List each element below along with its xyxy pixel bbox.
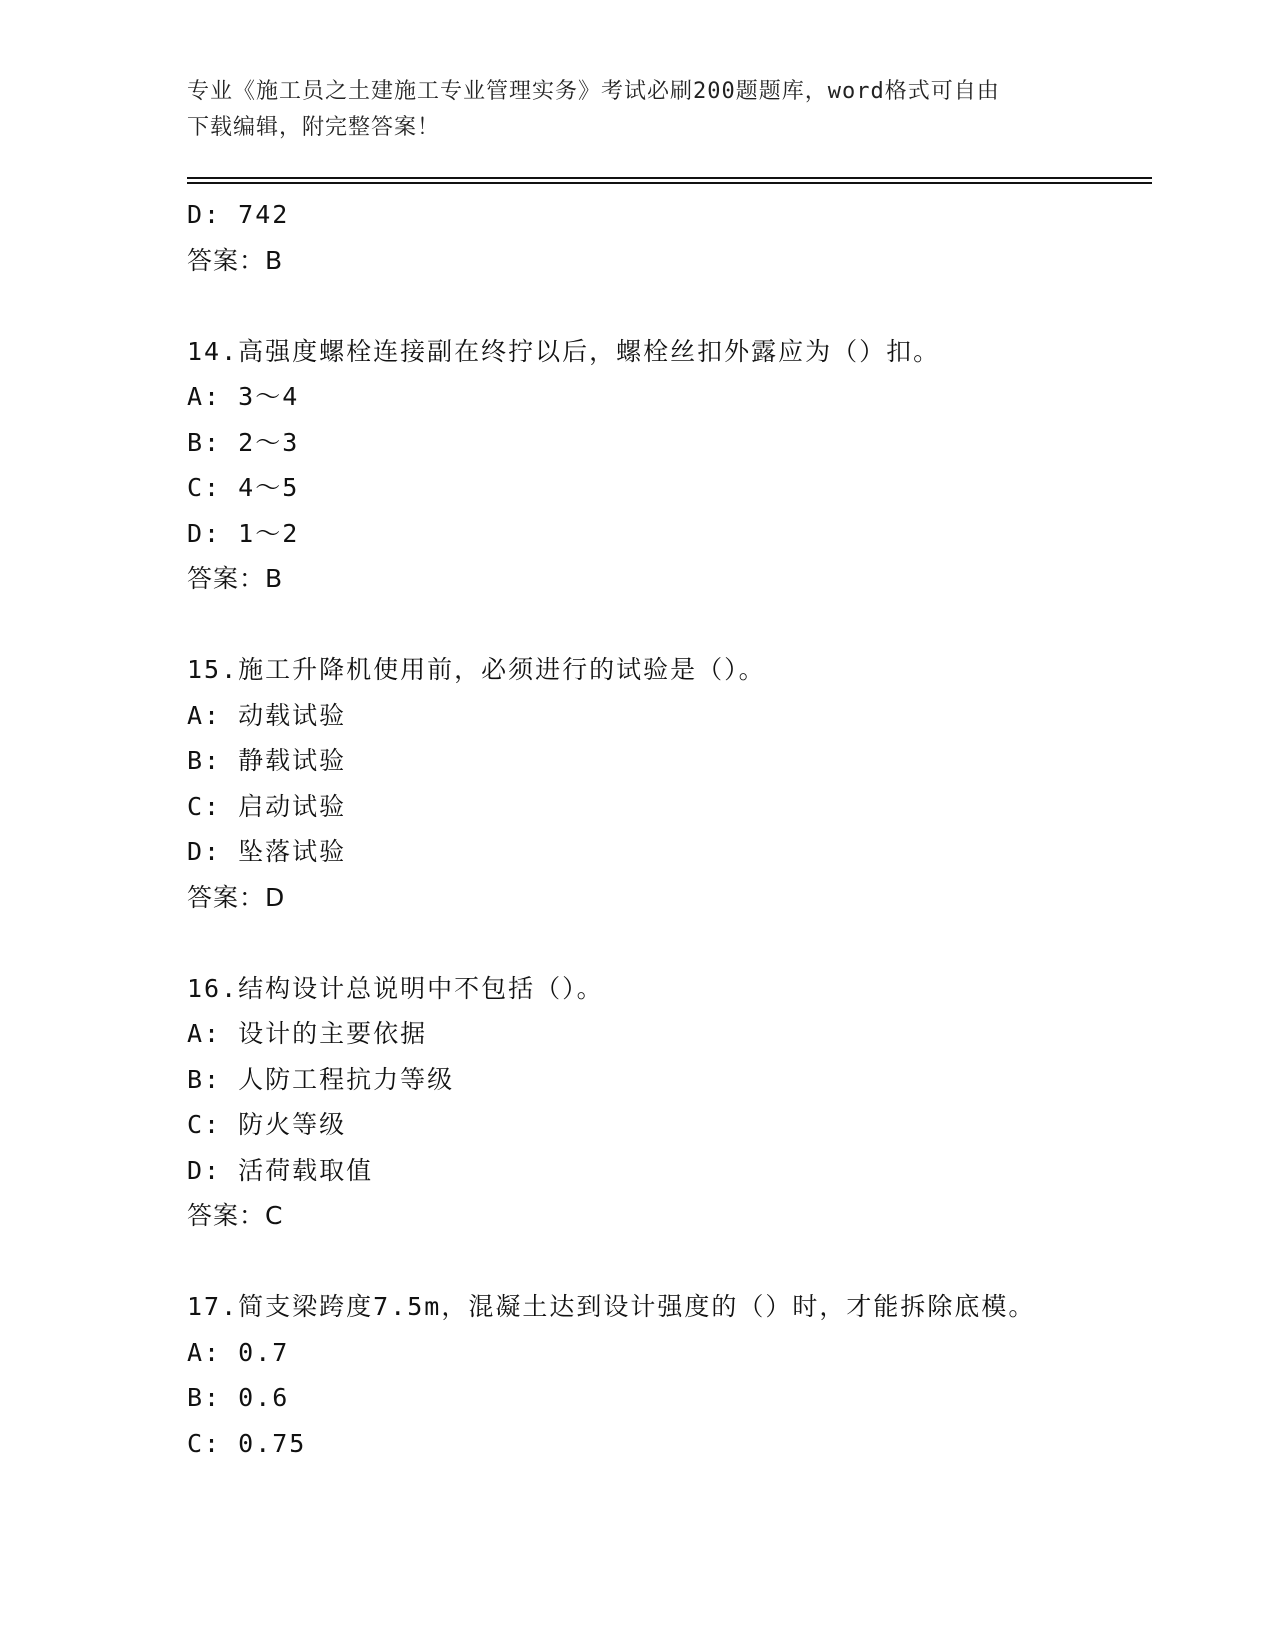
question-stem: 15.施工升降机使用前，必须进行的试验是（）。 (187, 655, 766, 684)
question-17 (187, 1284, 1152, 1466)
option-a: A: 0.7 (187, 1337, 290, 1367)
answer-line: 答案：B (187, 245, 284, 275)
option-d: D: 活荷载取值 (187, 1155, 374, 1185)
question-stem: 14.高强度螺栓连接副在终拧以后，螺栓丝扣外露应为（）扣。 (187, 336, 941, 366)
option-b: B: 0.6 (187, 1383, 290, 1412)
option-c: C: 启动试验 (187, 791, 347, 821)
option-d: D: 1～2 (187, 518, 300, 548)
header-divider-top (187, 177, 1152, 179)
document-header (187, 74, 1067, 146)
answer-line: 答案：B (187, 564, 284, 593)
option-a: A: 设计的主要依据 (187, 1019, 428, 1048)
spacer (187, 283, 1152, 329)
option-a: A: 动载试验 (187, 700, 347, 730)
question-15 (187, 647, 1152, 920)
option-c: C: 0.75 (187, 1428, 307, 1458)
question-14 (187, 329, 1152, 602)
option-c: C: 4～5 (187, 473, 300, 502)
option-d: D: 坠落试验 (187, 837, 347, 866)
option-c: C: 防火等级 (187, 1110, 347, 1139)
header-line-1: 专业《施工员之土建施工专业管理实务》考试必刷200题题库，word格式可自由 (187, 79, 1000, 104)
spacer (187, 920, 1152, 966)
question-list (187, 192, 1152, 1466)
spacer (187, 1239, 1152, 1285)
answer-line: 答案：D (187, 882, 286, 912)
answer-line: 答案：C (187, 1201, 284, 1230)
option-b: B: 2～3 (187, 427, 300, 457)
option-b: B: 人防工程抗力等级 (187, 1064, 455, 1094)
header-divider-bottom (187, 182, 1152, 184)
question-16 (187, 966, 1152, 1239)
question-stem: 17.简支梁跨度7.5m，混凝土达到设计强度的（）时，才能拆除底模。 (187, 1292, 1036, 1321)
option-a: A: 3～4 (187, 382, 300, 411)
option-d: D: 742 (187, 200, 290, 229)
header-line-2: 下载编辑，附完整答案！ (187, 115, 441, 140)
question-stem: 16.结构设计总说明中不包括（）。 (187, 973, 604, 1003)
option-b: B: 静载试验 (187, 746, 347, 775)
spacer (187, 602, 1152, 648)
